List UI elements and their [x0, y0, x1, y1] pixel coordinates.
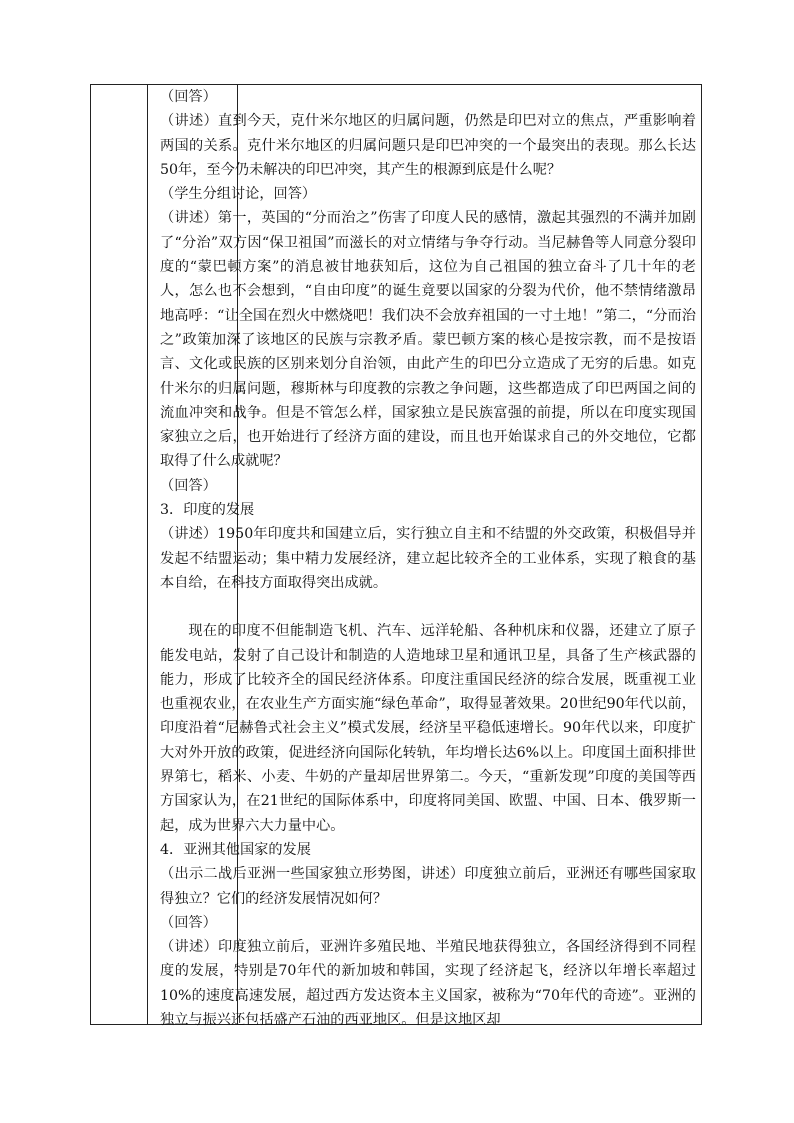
paragraph-india-1950: （讲述）1950年印度共和国建立后，实行独立自主和不结盟的外交政策，积极倡导并发起不结盟运动；集中精力发展经济，建立起比较齐全的工业体系，实现了粮食的基本自给，在科技方面取得突出成就。: [160, 526, 696, 591]
paragraph-asia-economy: （讲述）印度独立前后，亚洲许多殖民地、半殖民地获得独立，各国经济得到不同程度的发展，特别是70年代的新加坡和韩国，实现了经济起飞，经济以年增长率超过10%的速度高速发展，超过西方发达资本主义国家，被称为“70年代的奇迹”。亚洲的独立与振兴还包括盛产石油的西亚地区。但是这地区却: [160, 939, 696, 1028]
lesson-content: [160, 85, 696, 1032]
table-column-1: [91, 85, 148, 1024]
paragraph-kashmir: （讲述）直到今天，克什米尔地区的归属问题，仍然是印巴对立的焦点，严重影响着两国的关系。克什米尔地区的归属问题只是印巴冲突的一个最突出的表现。那么长达50年，至今仍未解决的印巴冲突，其产生的根源到底是什么呢？: [160, 113, 696, 178]
paragraph-asia-map: （出示二战后亚洲一些国家独立形势图，讲述）印度独立前后，亚洲还有哪些国家取得独立？它们的经济发展情况如何？: [160, 866, 696, 907]
paragraph-answer-1: （回答）: [160, 89, 217, 105]
section-heading-asia-development: 4．亚洲其他国家的发展: [160, 841, 311, 858]
paragraph-answer-3: （回答）: [160, 914, 217, 931]
paragraph-india-today: 现在的印度不但能制造飞机、汽车、远洋轮船、各种机床和仪器，还建立了原子能发电站，发射了自己设计和制造的人造地球卫星和通讯卫星，具备了生产核武器的能力，形成了比较齐全的国民经济体系。印度注重国民经济的综合发展，既重视工业也重视农业，在农业生产方面实施“绿色革命”，取得显著效果。20世纪90年代以前，印度沿着“尼赫鲁式社会主义”模式发展，经济呈平稳低速增长。90年代以来，印度扩大对外开放的政策，促进经济向国际化转轨，年均增长达6%以上。印度国土面积排世界第七，稻米、小麦、牛奶的产量却居世界第二。今天，“重新发现”印度的美国等西方国家认为，在21世纪的国际体系中，印度将同美国、欧盟、中国、日本、俄罗斯一起，成为世界六大力量中心。: [160, 623, 696, 834]
paragraph-group-discussion: （学生分组讨论，回答）: [160, 186, 317, 203]
paragraph-answer-2: （回答）: [160, 477, 217, 494]
paragraph-divide-and-rule: （讲述）第一，英国的“分而治之”伤害了印度人民的感情，激起其强烈的不满并加剧了“分治”双方因“保卫祖国”而滋长的对立情绪与争夺行动。当尼赫鲁等人同意分裂印度的“蒙巴顿方案”的消息被甘地获知后，这位为自己祖国的独立奋斗了几十年的老人，怎么也不会想到，“自由印度”的诞生竟要以国家的分裂为代价，他不禁情绪激昂地高呼：“让全国在烈火中燃烧吧！我们决不会放弃祖国的一寸土地！”第二，“分而治之”政策加深了该地区的民族与宗教矛盾。蒙巴顿方案的核心是按宗教，而不是按语言、文化或民族的区别来划分自治领，由此产生的印巴分立造成了无穷的后患。如克什米尔的归属问题，穆斯林与印度教的宗教之争问题，这些都造成了印巴两国之间的流血冲突和战争。但是不管怎么样，国家独立是民族富强的前提，所以在印度实现国家独立之后，也开始进行了经济方面的建设，而且也开始谋求自己的外交地位，它都取得了什么成就呢？: [160, 210, 696, 470]
section-heading-india-development: 3．印度的发展: [160, 502, 255, 519]
